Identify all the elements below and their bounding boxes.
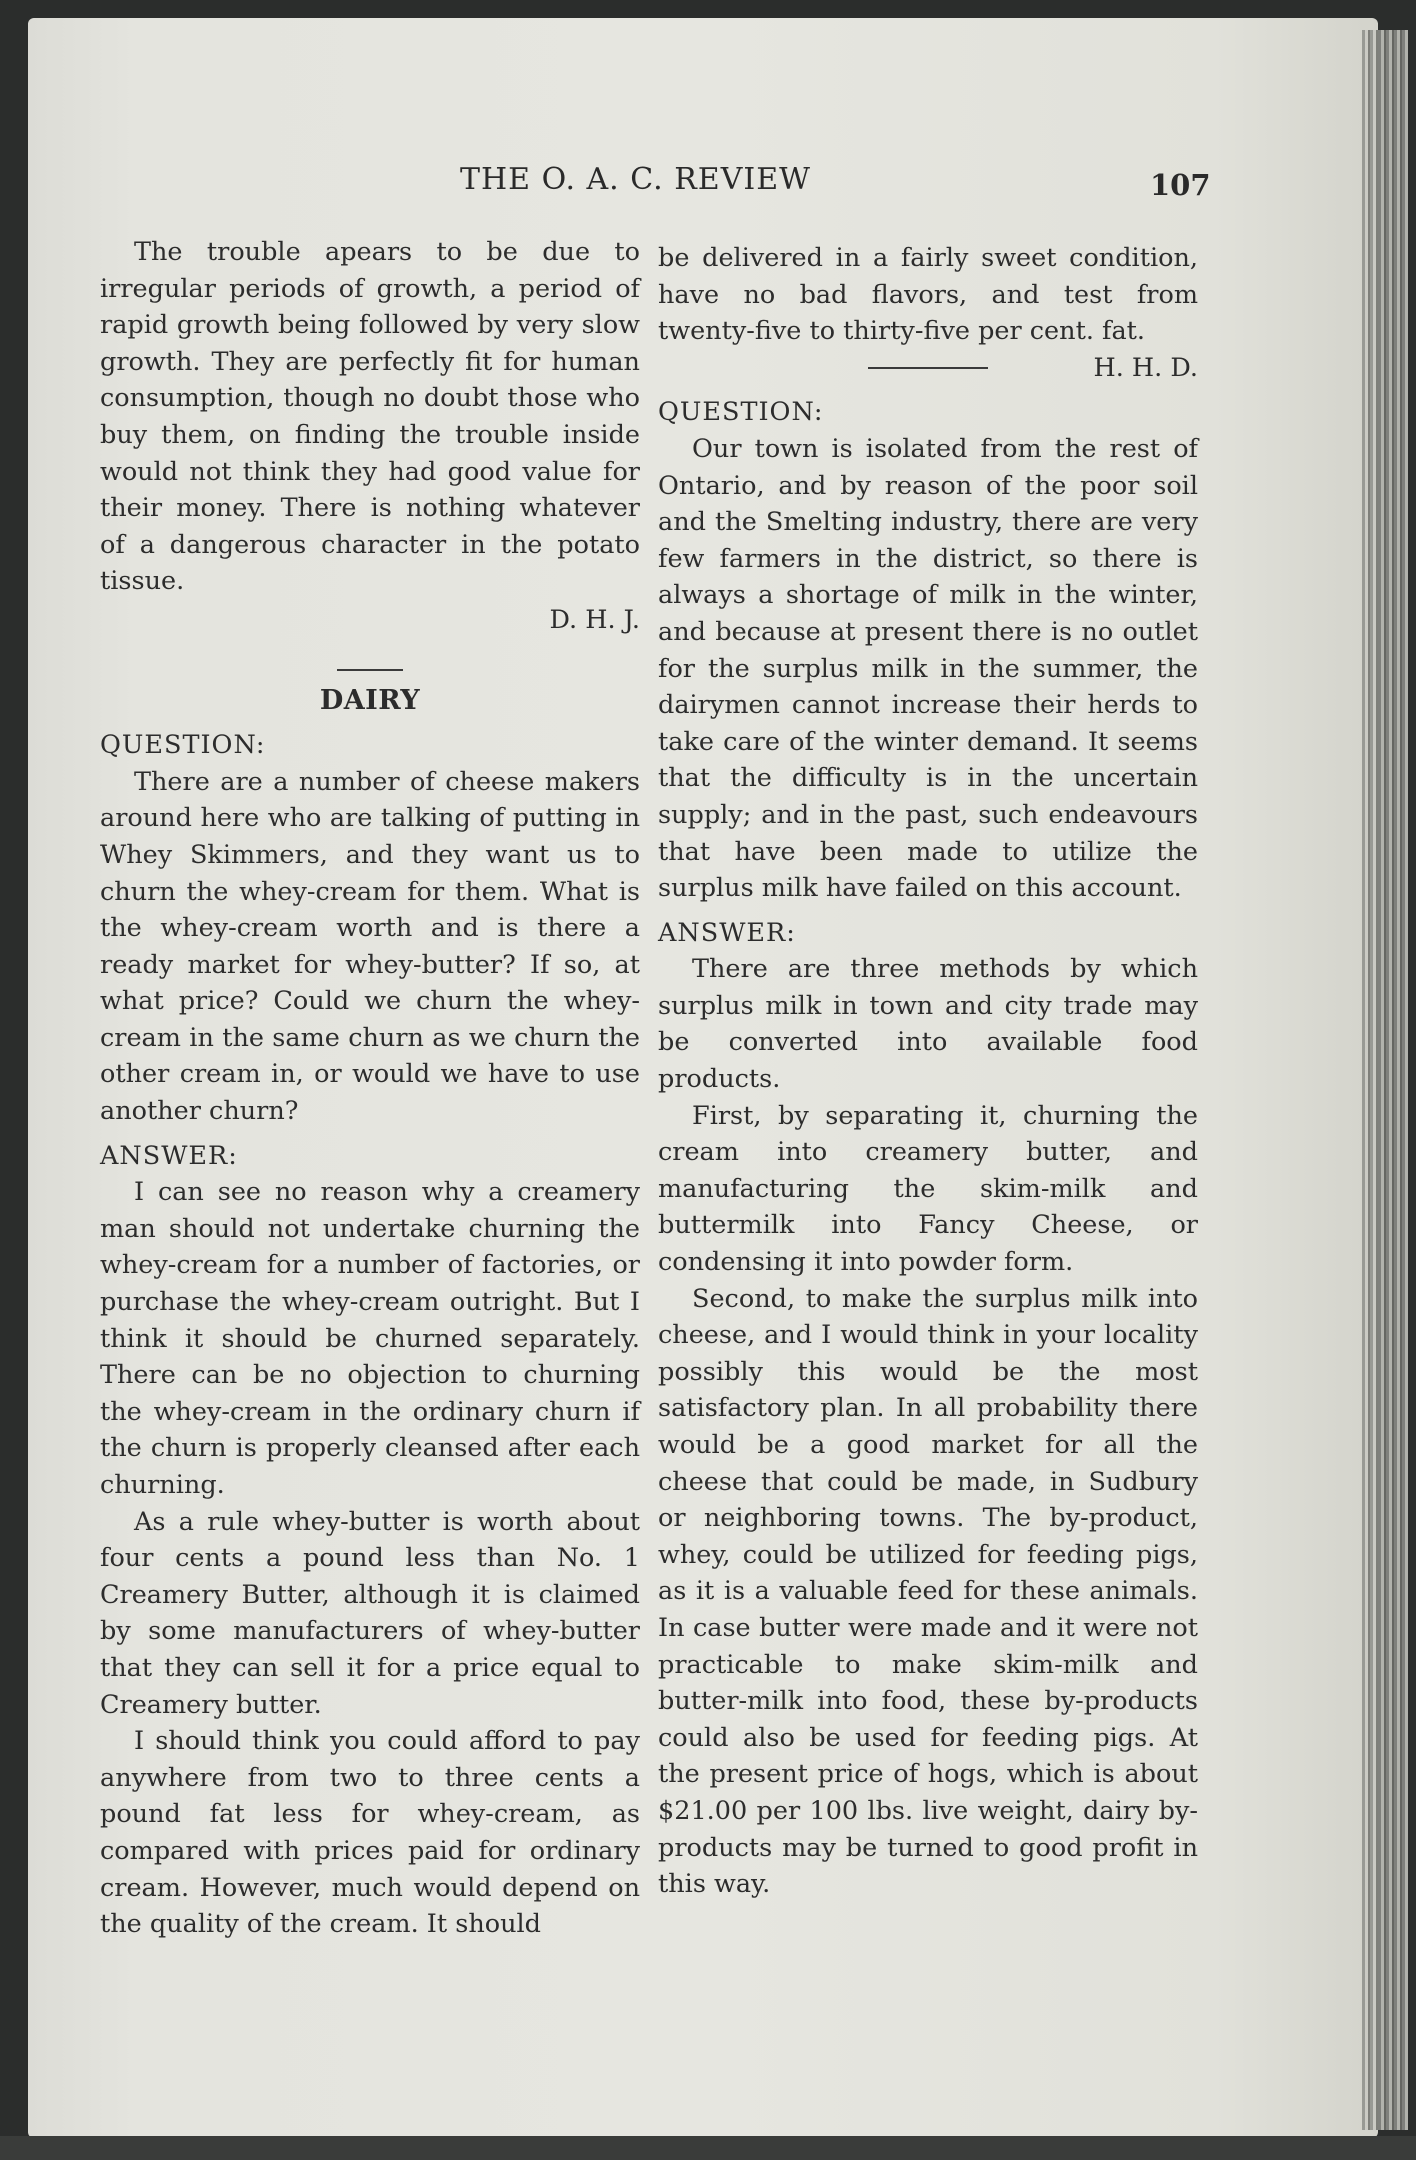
answer-paragraph: I should think you could afford to pay anywhere from two to three cents a pound fat less for whey-cream, as compared with prices paid for ordinary cream. However, much would depend on the quality of the cream. It should (100, 1726, 640, 1940)
intro-paragraph: The trouble apears to be due to irregular periods of growth, a period of rapid growth being followed by very slow growth. They are perfectly fit for human consumption, though no doubt those who buy them, on finding the trouble inside would not think they had good value for their money. There is nothing whatever of a dangerous character in the potato tissue. (100, 237, 640, 597)
question-paragraph: There are a number of cheese makers around here who are talking of putting in Whey Skimmers, and they want us to churn the whey-cream for them. What is the whey-cream worth and is there a ready market for whey-butter? If so, at what price? Could we churn the whey-cream in the same churn as we churn the other cream in, or would we have to use another churn? (100, 766, 640, 1127)
page-edges (1362, 30, 1408, 2130)
question-paragraph: Our town is isolated from the rest of Ontario, and by reason of the poor soil and the Smelting industry, there are very few farmers in the district, so there is always a shortage of milk in the winter, and because at present there is no outlet for the surplus milk in the summer, the dairymen cannot increase their herds to take care of the winter demand. It seems that the difficulty is in the uncertain supply; and in the past, such endeavours that have been made to utilize the surplus milk have failed on this account. (658, 433, 1198, 904)
bottom-band (0, 2136, 1416, 2160)
running-header: THE O. A. C. REVIEW (460, 162, 811, 197)
answer-label: ANSWER: (100, 1140, 238, 1171)
signature-rule (868, 367, 988, 369)
answer-paragraph: First, by separating it, churning the cream into creamery butter, and manufacturing the skim-milk and buttermilk into Fancy Cheese, or condensing it into powder form. (658, 1100, 1198, 1278)
left-column (100, 234, 640, 1943)
continued-paragraph: be delivered in a fairly sweet condition, have no bad flavors, and test from twenty-five to thirty-five per cent. fat. (658, 243, 1198, 347)
answer-label: ANSWER: (658, 917, 796, 948)
signature-row (658, 350, 1198, 387)
right-column (658, 240, 1198, 1903)
question-label: QUESTION: (100, 730, 266, 761)
answer-paragraph: There are three methods by which surplus milk in town and city trade may be converted into available food products. (658, 954, 1198, 1095)
answer-paragraph: As a rule whey-butter is worth about four cents a pound less than No. 1 Creamery Butter, although it is claimed by some manufacturers of whey-butter that they can sell it for a price equal to Creamery butter. (100, 1506, 640, 1720)
page-number: 107 (1150, 168, 1211, 202)
intro-signature: D. H. J. (549, 604, 640, 635)
answer-paragraph: Second, to make the surplus milk into cheese, and I would think in your locality possibly this would be the most satisfactory plan. In all probability there would be a good market for all the cheese that could be made, in Sudbury or neighboring towns. The by-product, whey, could be utilized for feeding pigs, as it is a valuable feed for these animals. In case butter were made and it were not practicable to make skim-milk and butter-milk into food, these by-products could also be used for feeding pigs. At the present price of hogs, which is about $21.00 per 100 lbs. live weight, dairy by-products may be turned to good profit in this way. (658, 1283, 1198, 1900)
section-title: DAIRY (319, 684, 421, 716)
continued-signature: H. H. D. (1093, 352, 1198, 383)
question-label: QUESTION: (658, 397, 824, 428)
answer-paragraph: I can see no reason why a creamery man should not undertake churning the whey-cream for a number of factories, or purchase the whey-cream outright. But I think it should be churned separately. There can be no objection to churning the whey-cream in the ordinary churn if the churn is properly cleansed after each churning. (100, 1177, 640, 1500)
section-rule (337, 669, 403, 671)
